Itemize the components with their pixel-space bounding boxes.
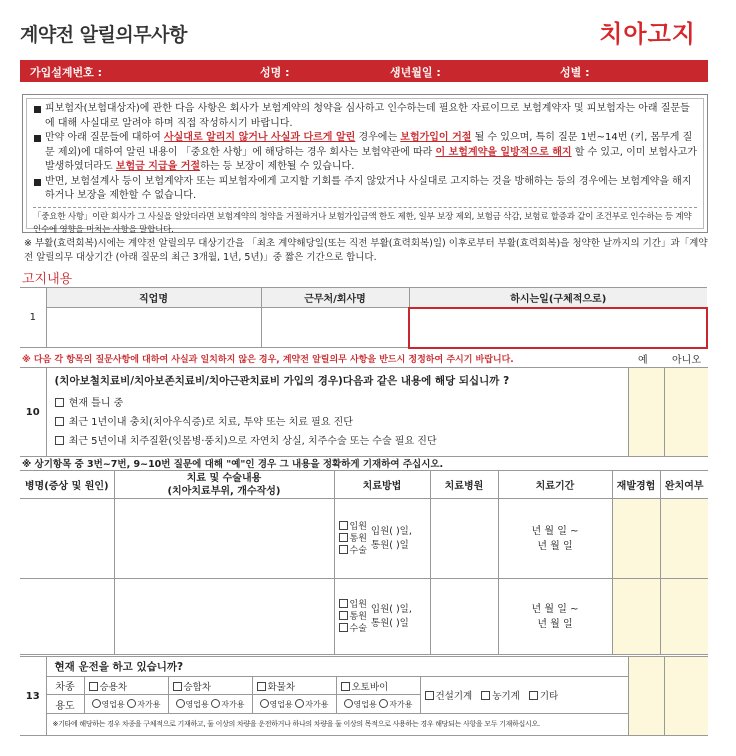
name-label: 성명 : [260, 66, 290, 79]
correction-warning: ※ 다음 각 항목의 질문사항에 대하여 사실과 일치하지 않은 경우, 계약전 알릴의무 사항을 반드시 정정하여 주시기 바랍니다. [22, 355, 514, 365]
use-van[interactable]: 영업용 자가용 [168, 695, 252, 713]
vehicle-use-label: 용도 [46, 695, 84, 713]
radio[interactable] [379, 699, 388, 708]
cured-header: 완치여부 [660, 471, 708, 499]
q13-no-cell[interactable] [664, 657, 708, 736]
q10-number: 10 [20, 368, 46, 457]
kind-sedan[interactable]: 승용차 [84, 677, 168, 695]
radio[interactable] [211, 699, 220, 708]
checkbox[interactable] [339, 623, 348, 632]
checkbox[interactable] [339, 533, 348, 542]
q10-item[interactable]: 현재 틀니 중 [55, 394, 620, 413]
method-cell: 입원 통원 수술 입원( )일, 통원( )일 [334, 579, 430, 655]
treatment-input[interactable] [114, 499, 334, 579]
important-matter-note: 「중요한 사항」이란 회사가 그 사실을 알았더라면 보험계약의 청약을 거절하거나 보험가입금액 한도 제한, 일부 보장 제외, 보험금 삭감, 보험료 할증과 같이 조건부로 인수하는 등 계약인수에 영향을 미치는 사항을 말합니다. [33, 207, 697, 237]
use-sedan[interactable]: 영업용 자가용 [84, 695, 168, 713]
q10-item[interactable]: 최근 1년이내 충치(치아우식증)로 치료, 투약 또는 치료 필요 진단 [55, 413, 620, 432]
page-title: 계약전 알릴의무사항 [20, 24, 187, 46]
period-cell[interactable]: 년 월 일 ~ 년 월 일 [498, 579, 612, 655]
notice-bullet-2: 만약 아래 질문들에 대하여 사실대로 알리지 않거나 사실과 다르게 알린 경우에는 보험가입이 거절 될 수 있으며, 특히 질문 1번~14번 (키, 몸무게 질문 제외)에 대하여 알린 내용이 「중요한 사항」에 해당하는 경우 회사는 보험약관에 따라 이 보험계약을 일방적으로 해지 할 수 있고, 이미 보험사고가 발생하였더라도 보험금 지급을 거절하는 등 보장이 제한될 수 있습니다. [33, 131, 697, 175]
checkbox[interactable] [89, 682, 98, 691]
kind-van[interactable]: 승합차 [168, 677, 252, 695]
method-cell: 입원 통원 수술 입원( )일, 통원( )일 [334, 499, 430, 579]
q10-no-cell[interactable] [664, 368, 708, 457]
kind-etc[interactable]: 기타 [529, 691, 558, 702]
notice-bullet-1: 피보험자(보험대상자)에 관한 다음 사항은 회사가 보험계약의 청약을 심사하고 인수하는데 필요한 자료이므로 보험계약자 및 피보험자는 아래 질문들에 대해 사실대로 알려야 하며 직접 작성하시기 바랍니다. [33, 102, 697, 131]
checkbox[interactable] [481, 691, 490, 700]
cured-input[interactable] [660, 579, 708, 655]
period-header: 치료기간 [498, 471, 612, 499]
checkbox[interactable] [55, 398, 64, 407]
radio[interactable] [127, 699, 136, 708]
use-motorcycle[interactable]: 영업용 자가용 [336, 695, 420, 713]
kind-truck[interactable]: 화물차 [252, 677, 336, 695]
notice-bullet-3: 반면, 보험설계사 등이 보험계약자 또는 피보험자에게 고지할 기회를 주지 않았거나 사실대로 고지하는 것을 방해하는 등의 경우에는 보험계약을 해지하거나 보장을 제한할 수 없습니다. [33, 175, 697, 204]
checkbox[interactable] [339, 545, 348, 554]
checkbox[interactable] [55, 417, 64, 426]
detail-note: ※ 상기항목 중 3번~7번, 9~10번 질문에 대해 "예"인 경우 그 내용을 정확하게 기재하여 주십시오. [22, 459, 444, 470]
disease-input[interactable] [20, 499, 114, 579]
occupation-table [20, 287, 708, 349]
gender-label: 성별 : [560, 66, 590, 79]
detail-row [20, 579, 708, 655]
plan-number-label: 가입설계번호 : [30, 66, 102, 79]
q13-table [20, 656, 708, 736]
radio[interactable] [176, 699, 185, 708]
kind-farm[interactable]: 농기계 [481, 691, 520, 702]
treatment-header: 치료 및 수술내용 (치아치료부위, 개수작성) [114, 471, 334, 499]
notice-box [22, 94, 708, 233]
q10-table [20, 367, 708, 457]
recurrence-input[interactable] [612, 579, 660, 655]
disease-header: 병명(증상 및 원인) [20, 471, 114, 499]
hospital-input[interactable] [430, 579, 498, 655]
treatment-input[interactable] [114, 579, 334, 655]
disease-input[interactable] [20, 579, 114, 655]
q10-question: (치아보철치료비/치아보존치료비/치아근관치료비 가입의 경우)다음과 같은 내용에 해당 되십니까 ? [54, 375, 510, 387]
q13-footnote: ※기타에 해당하는 경우 차종을 구체적으로 기재하고, 둘 이상의 차량을 운전하거나 하나의 차량을 둘 이상의 목적으로 사용하는 경우 해당되는 사항을 모두 기재하십시오. [46, 713, 628, 735]
detail-row [20, 499, 708, 579]
checkbox[interactable] [339, 599, 348, 608]
radio[interactable] [92, 699, 101, 708]
job-duty-input[interactable] [409, 308, 707, 348]
kind-other-group [420, 677, 628, 713]
kind-motorcycle[interactable]: 오토바이 [336, 677, 420, 695]
q1-number: 1 [20, 288, 46, 348]
checkbox[interactable] [339, 521, 348, 530]
hospital-input[interactable] [430, 499, 498, 579]
period-cell[interactable]: 년 월 일 ~ 년 월 일 [498, 499, 612, 579]
no-header: 아니오 [672, 355, 701, 366]
brand-title: 치아고지 [599, 20, 696, 48]
workplace-header: 근무처/회사명 [261, 288, 409, 308]
q10-yes-cell[interactable] [628, 368, 664, 457]
checkbox[interactable] [425, 691, 434, 700]
kind-construction[interactable]: 건설기계 [425, 691, 473, 702]
radio[interactable] [295, 699, 304, 708]
vehicle-kind-label: 차종 [46, 677, 84, 695]
workplace-input[interactable] [261, 308, 409, 348]
method-header: 치료방법 [334, 471, 430, 499]
checkbox[interactable] [339, 611, 348, 620]
q13-number: 13 [20, 657, 46, 736]
q10-item[interactable]: 최근 5년이내 치주질환(잇몸병·풍치)으로 자연치 상실, 치주수술 또는 수술 필요 진단 [55, 432, 620, 451]
occupation-header: 직업명 [46, 288, 261, 308]
applicant-info-bar [20, 60, 708, 82]
recurrence-header: 재발경험 [612, 471, 660, 499]
radio[interactable] [260, 699, 269, 708]
radio[interactable] [344, 699, 353, 708]
section-title: 고지내용 [22, 272, 73, 287]
q13-question: 현재 운전을 하고 있습니까? [46, 657, 628, 677]
occupation-input[interactable] [46, 308, 261, 348]
treatment-detail-table [20, 470, 708, 655]
hospital-header: 치료병원 [430, 471, 498, 499]
use-truck[interactable]: 영업용 자가용 [252, 695, 336, 713]
birth-label: 생년월일 : [390, 66, 441, 79]
checkbox[interactable] [173, 682, 182, 691]
checkbox[interactable] [55, 436, 64, 445]
q13-yes-cell[interactable] [628, 657, 664, 736]
job-duty-header: 하시는일(구체적으로) [409, 288, 707, 308]
recurrence-input[interactable] [612, 499, 660, 579]
q10-question-cell [46, 368, 628, 457]
cured-input[interactable] [660, 499, 708, 579]
checkbox[interactable] [257, 682, 266, 691]
checkbox[interactable] [341, 682, 350, 691]
yes-header: 예 [638, 355, 648, 366]
revival-note: ※ 부활(효력회복)시에는 계약전 알릴의무 대상기간을 「최초 계약해당일(또는 직전 부활(효력회복)일) 이후로부터 부활(효력회복)을 청약한 날까지의 기간」과「계약전 알릴의무 대상기간 (아래 질문의 최근 3개월, 1년, 5년)」중 짧은 기간으로 합니다. [24, 238, 708, 263]
checkbox[interactable] [529, 691, 538, 700]
